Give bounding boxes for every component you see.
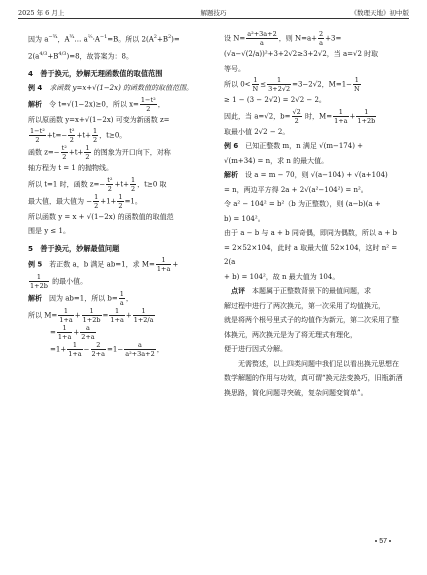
text-line: = n，两边平方得 2a + 2√(a²−104²) = n²。 bbox=[224, 185, 368, 194]
section-heading-4: 4 善于换元，妙解无理函数值的取值范围 bbox=[28, 68, 163, 78]
header-section-title: 解题技巧 bbox=[200, 9, 227, 17]
example-5: 例 5 若正数 a，b 满足 ab=1，求 M= $\frac{1}{1+a}$ + bbox=[28, 256, 179, 274]
text-line: 设 N= $\frac{\text{a²+3a+2}}{a}$ ，则 N=a+ $\frac{2}{a}$ +3= bbox=[224, 30, 342, 47]
text-line: + b) = 104²，故 n 最大值为 104。 bbox=[224, 272, 340, 281]
example-4: 例 4 求函数 y=x+√(1−2x) 的函数值的取值范围。 bbox=[28, 84, 194, 93]
header-issue-date: 2025 年 6 月上 bbox=[18, 9, 65, 17]
comment: 点评 本题属于正整数背景下的最值问题，求 bbox=[231, 287, 371, 295]
text-line: $\frac{\text{1−t²}}{2}$ +t=− $\frac{\text{t²}}{2}$ +t+ $\frac{1}{2}$ ，t≥0。 bbox=[30, 127, 127, 145]
text-line: 所以原函数 y=x+√(1−2x) 可变为新函数 z= bbox=[28, 115, 170, 124]
text-line: =1+ $\frac{1}{1+a}$ − $\frac{2}{2+a}$ =1− $\frac{a}{\text{a²+3a+2}}$ ， bbox=[50, 341, 164, 359]
text-line: 就是将两个根号里式子的均值作为新元，第二次采用了整体换元，两次换元是为了将无理式有理化， bbox=[224, 316, 399, 339]
text-line: = 2×52×104，此时 a 取最大值 52×104，这时 n² = 2(a bbox=[224, 243, 398, 266]
text-line: √(m+34) = n，求 n 的最大值。 bbox=[224, 156, 329, 165]
text-line: (√a−√(2/a))²+3+2√2≥3+2√2，当 a=√2 时取 bbox=[224, 50, 379, 58]
text-line: 由于 a − b 与 a + b 同奇偶，即同为偶数，所以 a + b bbox=[224, 229, 398, 237]
text-line: 最大值，最大值为 − $\frac{1}{2}$ +1+ $\frac{1}{2}$ =1。 bbox=[28, 192, 142, 210]
text-line: $2(a^{4/3}+B^{4/3})=8$，故答案为：8。 bbox=[28, 50, 133, 61]
text-line: $\frac{1}{1+2b}$ 的最小值。 bbox=[30, 273, 88, 291]
left-column bbox=[28, 30, 214, 358]
analysis-5: 解析 因为 ab=1，所以 b= $\frac{1}{a}$ ， bbox=[28, 290, 133, 308]
text-line: 便于进行因式分解。 bbox=[224, 345, 287, 353]
text-line: = $\frac{1}{1+a}$ + $\frac{a}{2+a}$ bbox=[50, 324, 95, 342]
text-line: 令 a² − 104² = b²（b 为正整数），则 (a−b)(a + bbox=[224, 200, 381, 208]
text-line: 所以 t=1 时，函数 z=− $\frac{\text{t²}}{2}$ +t+ $\frac{1}{2}$ ，t≥0 取 bbox=[28, 175, 167, 193]
bullet-dot-icon bbox=[375, 540, 377, 542]
analysis-6: 解析 设 a = m − 70，则 √(a−104) + √(a+104) bbox=[224, 171, 388, 179]
analysis-4: 解析 令 t=√(1−2x)≥0，所以 x= $\frac{\text{1−t²}}{2}$ ， bbox=[28, 95, 165, 113]
text-line: 因为 $a^{-\frac{3}{4}}$，$A^{\frac{3}{4}}\dots$ $a^{\frac{2}{3}}\cdot A^{-1}=B$。所以 $2(A^2+B^2)=$ bbox=[28, 34, 180, 44]
text-line: 所以 0< $\frac{1}{N}$ ≤ $\frac{1}{3+2√2}$ =3−2√2，M=1− $\frac{1}{N}$ bbox=[224, 76, 360, 93]
text-line: 所以函数 y = x + √(1−2x) 的函数值的取值范 bbox=[28, 212, 174, 221]
right-column bbox=[224, 30, 404, 400]
text-line: 取最小值 2√2 − 2。 bbox=[224, 127, 290, 136]
example-6: 例 6 已知正整数 m，n 满足 √(m−174) + bbox=[224, 142, 364, 150]
text-line: 围是 y ≤ 1。 bbox=[28, 227, 70, 236]
text-line: 无需赘述，以上四类问题中我们足以看出换元思想在数学解题的作用与功效，真可谓“换元法变换巧，旧瓶新酒换思路，简化问题寻突破，复杂问题变简单”。 bbox=[224, 359, 403, 397]
text-line: 因此，当 a=√2，b= $\frac{√2}{2}$ 时，M= $\frac{1}{1+a}$ + $\frac{1}{1+2b}$ bbox=[224, 107, 376, 125]
text-line: 函数 z=− $\frac{\text{t²}}{2}$ +t+ $\frac{1}{2}$ 的图象为开口向下，对称 bbox=[28, 144, 171, 162]
text-line: 解过程中进行了两次换元，第一次采用了均值换元， bbox=[224, 301, 385, 310]
text-line: 所以 M= $\frac{1}{1+a}$ + $\frac{1}{1+2b}$ = $\frac{1}{1+a}$ + $\frac{1}{1+2/a}$ bbox=[28, 307, 154, 325]
page-number: 57 bbox=[373, 538, 393, 545]
text-line: 等号。 bbox=[224, 64, 245, 73]
text-line: 轴方程为 t = 1 的抛物线。 bbox=[28, 164, 114, 173]
section-heading-5: 5 善于换元，妙解最值问题 bbox=[28, 243, 120, 253]
bullet-dot-icon bbox=[389, 540, 391, 542]
text-line: b) = 104²。 bbox=[224, 214, 265, 223]
header-journal-name: 《数理天地》初中版 bbox=[350, 9, 409, 17]
page-header bbox=[18, 6, 409, 19]
text-line: ≥ 1 − (3 − 2√2) = 2√2 − 2。 bbox=[224, 96, 326, 104]
